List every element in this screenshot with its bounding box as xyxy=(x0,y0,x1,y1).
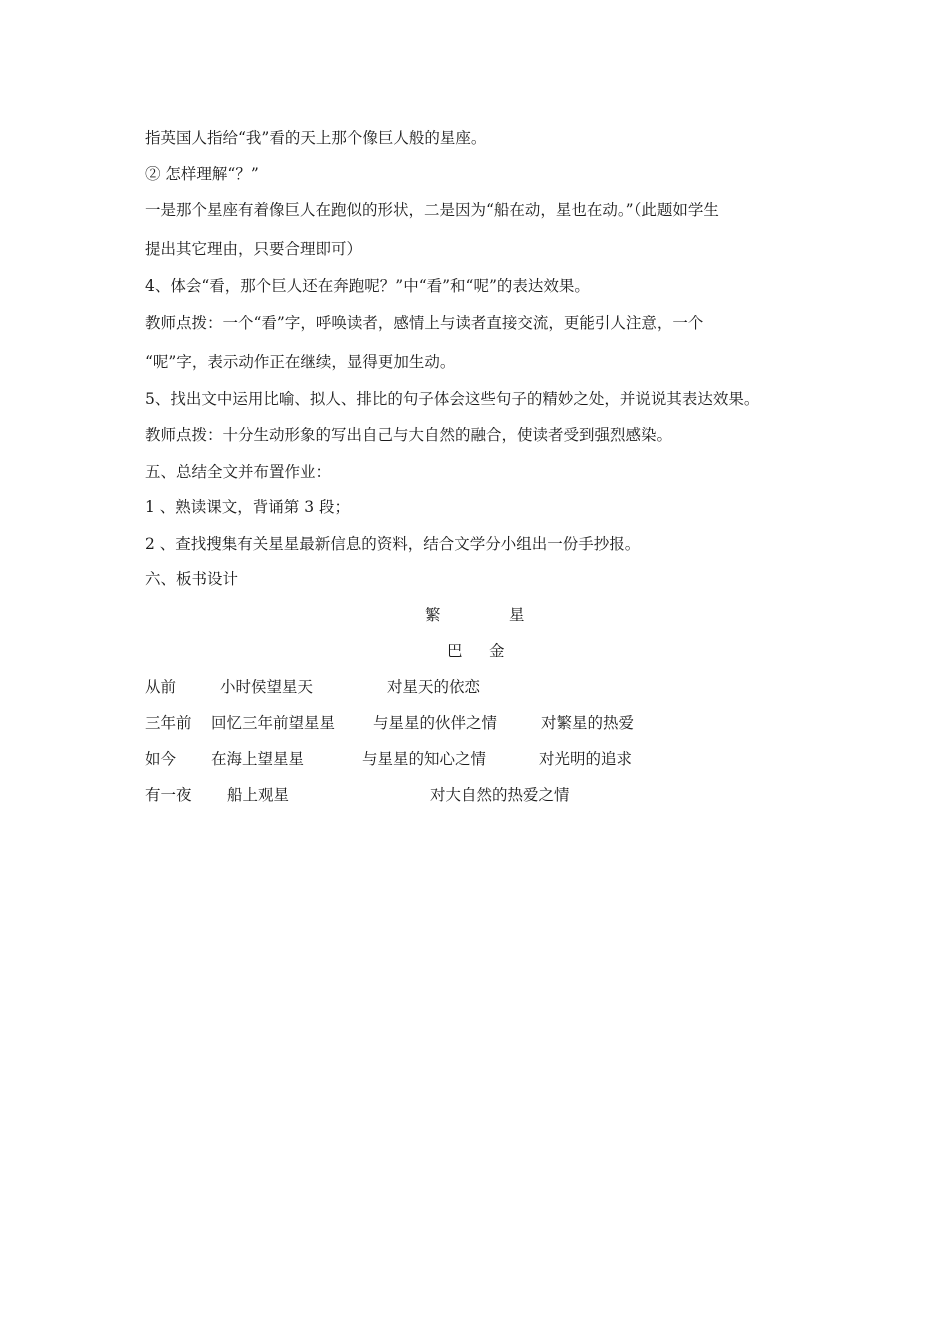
paragraph: “呢”字，表示动作正在继续，显得更加生动。 xyxy=(145,353,456,371)
board-cell: 对光明的追求 xyxy=(539,750,633,768)
board-cell: 如今 xyxy=(145,750,177,768)
paragraph: 4、体会“看，那个巨人还在奔跑呢？”中“看”和“呢”的表达效果。 xyxy=(145,277,590,295)
board-cell: 船上观星 xyxy=(227,786,290,804)
board-title-char: 星 xyxy=(509,606,525,624)
section-heading: 六、板书设计 xyxy=(145,570,239,588)
board-author-char: 金 xyxy=(489,642,505,660)
board-cell: 有一夜 xyxy=(145,786,192,804)
paragraph: 2 、查找搜集有关星星最新信息的资料，结合文学分小组出一份手抄报。 xyxy=(145,535,641,553)
board-cell: 从前 xyxy=(145,678,177,696)
paragraph: 5、找出文中运用比喻、拟人、排比的句子体会这些句子的精妙之处，并说说其表达效果。 xyxy=(145,390,760,408)
paragraph: ② 怎样理解“？” xyxy=(145,165,259,183)
board-author-char: 巴 xyxy=(447,642,463,660)
section-heading: 五、总结全文并布置作业： xyxy=(145,463,332,481)
board-cell: 在海上望星星 xyxy=(211,750,305,768)
board-cell: 三年前 xyxy=(145,714,192,732)
board-cell: 对大自然的热爱之情 xyxy=(430,786,570,804)
board-cell: 回忆三年前望星星 xyxy=(211,714,336,732)
board-cell: 对繁星的热爱 xyxy=(541,714,635,732)
board-cell: 对星天的依恋 xyxy=(387,678,481,696)
board-cell: 与星星的伙伴之情 xyxy=(373,714,498,732)
board-cell: 小时侯望星天 xyxy=(220,678,314,696)
paragraph: 教师点拨：一个“看”字，呼唤读者，感情上与读者直接交流，更能引人注意，一个 xyxy=(145,314,704,332)
paragraph: 1 、熟读课文，背诵第 3 段； xyxy=(145,498,351,516)
board-title-char: 繁 xyxy=(425,606,441,624)
board-cell: 与星星的知心之情 xyxy=(362,750,487,768)
paragraph: 教师点拨：十分生动形象的写出自己与大自然的融合，使读者受到强烈感染。 xyxy=(145,426,673,444)
paragraph: 提出其它理由，只要合理即可） xyxy=(145,240,363,258)
paragraph: 指英国人指给“我”看的天上那个像巨人般的星座。 xyxy=(145,129,487,147)
paragraph: 一是那个星座有着像巨人在跑似的形状，二是因为“船在动，星也在动。”（此题如学生 xyxy=(145,201,719,219)
